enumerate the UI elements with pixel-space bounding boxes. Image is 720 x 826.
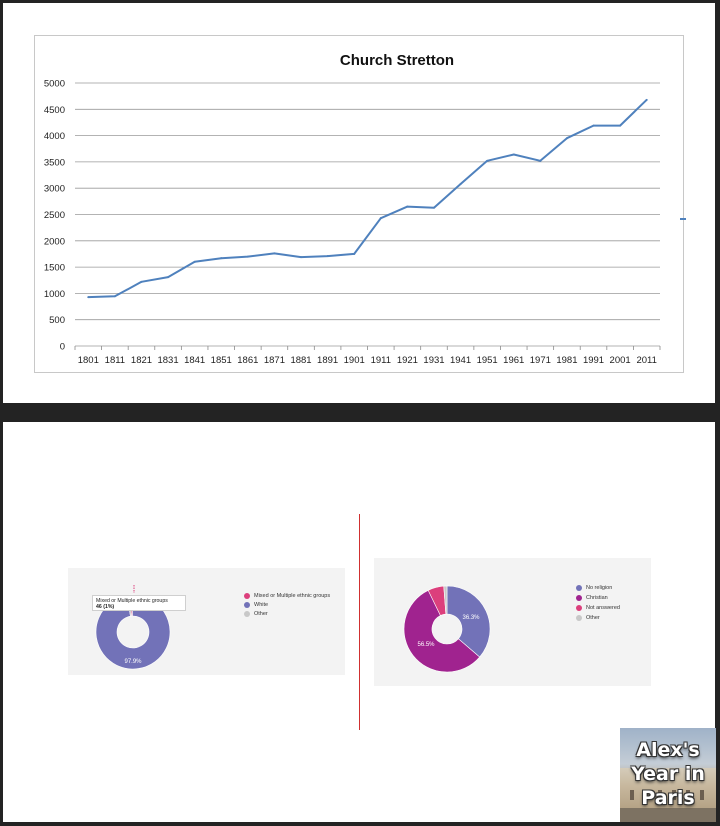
data-point [513, 154, 515, 156]
legend-label: No religion [586, 585, 613, 591]
alexs-year-in-paris-logo [620, 728, 716, 822]
legend-label: Other [254, 611, 268, 617]
legend-dot [244, 593, 250, 599]
legend-dot [576, 585, 582, 591]
x-tick-label: 1811 [104, 355, 126, 366]
x-tick-label: 1801 [77, 355, 99, 366]
line-chart-svg [35, 36, 685, 374]
data-point [646, 99, 648, 101]
population-line-chart [34, 35, 684, 373]
ethnicity-donut-chart [68, 568, 345, 675]
y-tick-label: 1500 [43, 262, 65, 274]
x-tick-label: 1961 [503, 355, 525, 366]
x-tick-label: 1831 [157, 355, 179, 366]
y-tick-label: 4500 [43, 104, 65, 116]
x-tick-label: 2011 [636, 355, 657, 366]
legend-label: Mixed or Multiple ethnic groups [254, 593, 331, 599]
x-tick-label: 1901 [343, 355, 365, 366]
logo-line-2: Year in [631, 763, 705, 785]
logo-line-1: Alex's [636, 739, 700, 761]
y-tick-label: 500 [49, 315, 65, 327]
y-tick-label: 4000 [43, 131, 65, 143]
religion-donut-chart [374, 558, 651, 686]
legend-item [576, 585, 612, 591]
x-tick-label: 1921 [396, 355, 418, 366]
data-point [194, 261, 196, 263]
data-point [114, 295, 116, 297]
legend-dot [244, 602, 250, 608]
legend-item [244, 611, 268, 617]
x-tick-label: 1991 [582, 355, 605, 366]
data-point [167, 276, 169, 278]
x-tick-label: 1981 [556, 355, 578, 366]
y-tick-label: 1000 [43, 288, 65, 300]
legend-dot [576, 605, 582, 611]
legend-dot [244, 611, 250, 617]
legend-label: Christian [586, 595, 608, 601]
legend-label: Not answered [586, 605, 620, 611]
x-tick-label: 1841 [184, 355, 206, 366]
x-tick-label: 1871 [263, 355, 286, 366]
legend-item [244, 593, 330, 599]
chart-title: Church Stretton [339, 52, 455, 69]
data-point [220, 257, 222, 259]
data-point [300, 256, 302, 258]
chart-tooltip [92, 595, 186, 611]
series-legend-marker [680, 218, 686, 220]
data-point [380, 217, 382, 219]
section-divider [359, 514, 360, 730]
x-tick-label: 1931 [423, 355, 445, 366]
slice-data-label: 36.3% [462, 615, 480, 621]
legend-item [244, 602, 268, 608]
legend-item [576, 605, 620, 611]
x-tick-label: 1851 [210, 355, 232, 366]
religion-chart-card [374, 558, 651, 686]
legend-item [576, 615, 600, 621]
legend-dot [576, 615, 582, 621]
data-point [486, 160, 488, 162]
legend-item [576, 595, 608, 601]
data-point [87, 296, 89, 298]
data-point [406, 206, 408, 208]
y-tick-label: 3000 [43, 183, 65, 195]
x-tick-label: 1911 [370, 355, 392, 366]
x-tick-label: 1861 [237, 355, 259, 366]
x-tick-label: 1821 [130, 355, 153, 366]
data-point [619, 125, 621, 127]
x-tick-label: 1941 [449, 355, 472, 366]
series-line [88, 100, 646, 297]
bottom-slide-panel [3, 422, 715, 822]
legend-label: Other [586, 615, 600, 621]
legend-label: White [254, 602, 269, 608]
data-point [539, 160, 541, 162]
logo-line-3: Paris [641, 787, 695, 809]
y-tick-label: 2000 [43, 236, 65, 248]
tooltip-label: Mixed or Multiple ethnic groups [96, 598, 168, 604]
y-tick-label: 2500 [43, 210, 65, 221]
x-tick-label: 1971 [529, 355, 551, 366]
data-point [593, 125, 595, 127]
x-tick-label: 2001 [609, 355, 631, 366]
legend-dot [576, 595, 582, 601]
data-point [247, 256, 249, 258]
data-point [460, 183, 462, 185]
slice-data-label: 97.9% [124, 659, 142, 665]
x-tick-label: 1951 [476, 355, 498, 366]
data-point [140, 281, 142, 283]
ethnicity-chart-card [68, 568, 345, 675]
data-point [273, 252, 275, 254]
logo-ground [620, 808, 716, 822]
slice-data-label: 56.5% [417, 642, 435, 648]
x-tick-label: 1881 [290, 355, 312, 366]
data-point [566, 137, 568, 139]
y-tick-label: 5000 [43, 78, 65, 90]
y-tick-label: 3500 [43, 157, 65, 169]
data-point [353, 253, 355, 255]
data-point [327, 255, 329, 257]
data-point [433, 207, 435, 209]
x-tick-label: 1891 [317, 355, 339, 366]
top-slide-panel [3, 3, 715, 403]
logo-text [620, 738, 716, 810]
tooltip-value: 46 (1%) [96, 604, 115, 610]
y-tick-label: 0 [59, 341, 65, 353]
